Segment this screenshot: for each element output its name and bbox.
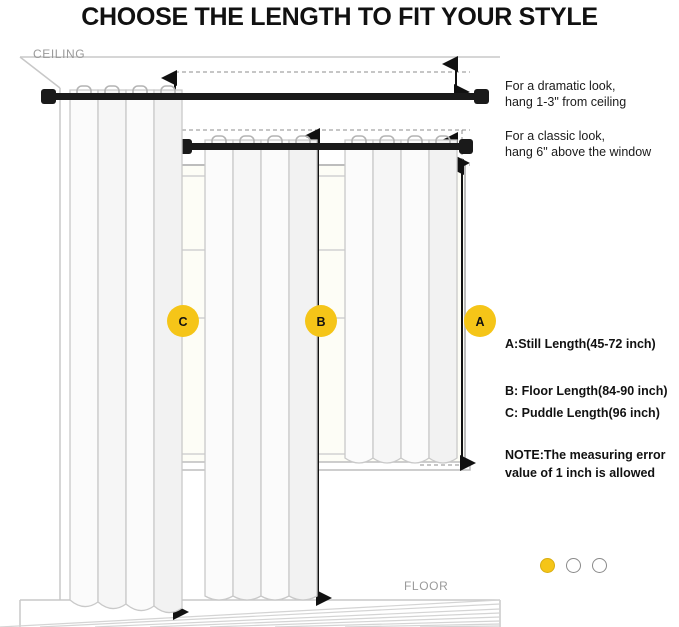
ceiling-label: CEILING xyxy=(33,47,86,61)
callout-dramatic-line2: hang 1-3" from ceiling xyxy=(505,95,627,109)
page-title: CHOOSE THE LENGTH TO FIT YOUR STYLE xyxy=(81,3,598,31)
callout-dramatic xyxy=(505,78,626,110)
carousel-dot-3[interactable] xyxy=(592,558,607,573)
note-line2: value of 1 inch is allowed xyxy=(505,466,656,480)
badge-a-label: A xyxy=(475,315,485,329)
carousel-dot-2[interactable] xyxy=(566,558,581,573)
callout-classic-line2: hang 6" above the window xyxy=(505,145,652,159)
badge-b xyxy=(305,305,337,337)
legend-item-a: A:Still Length(45-72 inch) xyxy=(505,337,656,351)
legend-item-b: B: Floor Length(84-90 inch) xyxy=(505,384,668,398)
carousel-dots[interactable] xyxy=(540,558,607,573)
callout-dramatic-line1: For a dramatic look, xyxy=(505,79,616,93)
callout-classic-line1: For a classic look, xyxy=(505,129,606,143)
badge-b-label: B xyxy=(316,315,326,329)
carousel-dot-1[interactable] xyxy=(540,558,555,573)
badge-c xyxy=(167,305,199,337)
badge-a xyxy=(464,305,496,337)
floor-label: FLOOR xyxy=(404,579,449,593)
note-line1: NOTE:The measuring error xyxy=(505,448,666,462)
badge-c-label: C xyxy=(178,315,188,329)
callout-classic xyxy=(505,128,651,160)
legend-item-c: C: Puddle Length(96 inch) xyxy=(505,406,660,420)
